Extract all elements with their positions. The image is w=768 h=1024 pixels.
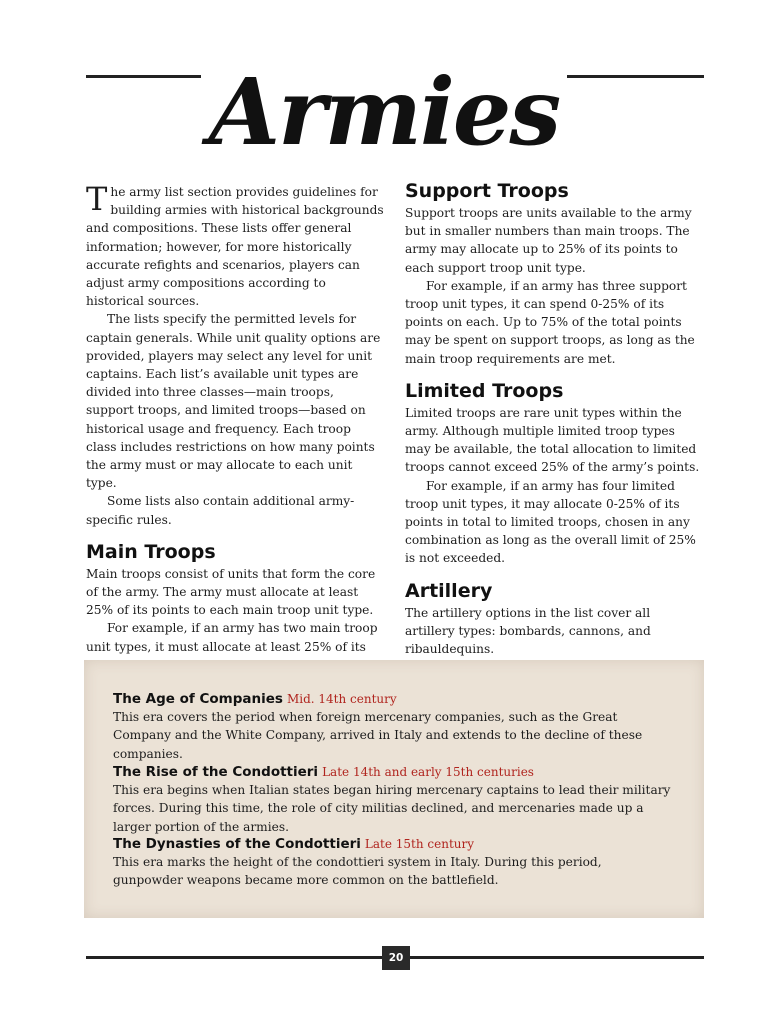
section-gap xyxy=(86,529,384,539)
page-number: 20 xyxy=(382,946,410,970)
era-name: The Rise of the Condottieri xyxy=(113,764,319,780)
right-column xyxy=(405,178,701,658)
era-heading xyxy=(113,763,673,781)
support-troops-paragraph-2: For example, if an army has three support troop unit types, it can spend 0-25% of its points on each. Up to 75% of the total points may be spent on support troops, as long as the main troop requirements are met. xyxy=(405,278,695,366)
era-entry xyxy=(113,690,673,763)
era-date: Mid. 14th century xyxy=(286,692,397,706)
intro-paragraph-1-text: he army list section provides guidelines for building armies with historical backgrounds and compositions. These lists offer general information; however, for more historically accurate refights and scenarios, players can adjust army compositions according to historical sources. xyxy=(86,185,384,309)
era-entry xyxy=(113,763,673,836)
limited-troops-paragraph-1: Limited troops are rare unit types within the army. Although multiple limited troop types may be available, the total allocation to limited troops cannot exceed 25% of the army’s points. xyxy=(405,405,700,475)
main-troops-paragraph-1: Main troops consist of units that form the core of the army. The army must allocate at least 25% of its points to each main troop unit type. xyxy=(86,566,376,618)
page-title: Armies xyxy=(201,52,567,172)
section-gap xyxy=(405,368,701,378)
era-entry xyxy=(113,835,673,890)
artillery-paragraph-1: The artillery options in the list cover all artillery types: bombards, cannons, and ribauldequins. xyxy=(405,605,651,657)
era-description: This era begins when Italian states began hiring mercenary captains to lead their military forces. During this time, the role of city militias declined, and mercenaries made up a larger portion of the armies. xyxy=(113,783,671,834)
heading-limited-troops: Limited Troops xyxy=(405,379,564,402)
era-date: Late 14th and early 15th centuries xyxy=(322,765,534,779)
heading-main-troops: Main Troops xyxy=(86,540,216,563)
footer-rule-right xyxy=(410,956,704,959)
intro-paragraph-2: The lists specify the permitted levels for captain generals. While unit quality options are provided, players may select any level for unit captains. Each list’s available unit types are divided into three classes—main troops, support troops, and limited troops—based on historical usage and frequency. Each troop class includes restrictions on how many points the army must or may allocate to each unit type. xyxy=(86,312,381,491)
drop-cap: T xyxy=(86,180,108,218)
era-name: The Age of Companies xyxy=(113,691,283,707)
era-name: The Dynasties of the Condottieri xyxy=(113,836,361,852)
support-troops-paragraph-1: Support troops are units available to the army but in smaller numbers than main troops. The army may allocate up to 25% of its points to each support troop unit type. xyxy=(405,206,692,275)
heading-artillery: Artillery xyxy=(405,579,493,602)
era-description: This era marks the height of the condottieri system in Italy. During this period, gunpowder weapons became more common on the battlefield. xyxy=(113,855,602,888)
intro-paragraph-3: Some lists also contain additional army-specific rules. xyxy=(86,494,355,527)
limited-troops-paragraph-2: For example, if an army has four limited troop unit types, it may allocate 0-25% of its points in total to limited troops, chosen in any combination as long as the overall limit of 25% is not exceeded. xyxy=(405,478,696,566)
era-heading xyxy=(113,835,673,853)
era-heading xyxy=(113,690,673,708)
intro-paragraph-1 xyxy=(86,180,384,310)
left-column xyxy=(86,180,384,692)
title-wrap xyxy=(0,52,768,172)
main-troops-paragraph-2: For example, if an army has two main troop unit types, it must allocate at least 25% of its xyxy=(86,621,378,654)
section-gap xyxy=(405,568,701,578)
era-description: This era covers the period when foreign mercenary companies, such as the Great Company and the White Company, arrived in Italy and extends to the decline of these companies. xyxy=(113,710,643,761)
era-box xyxy=(84,660,704,918)
era-date: Late 15th century xyxy=(364,837,475,851)
heading-support-troops: Support Troops xyxy=(405,180,569,202)
footer-rule-left xyxy=(86,956,382,959)
